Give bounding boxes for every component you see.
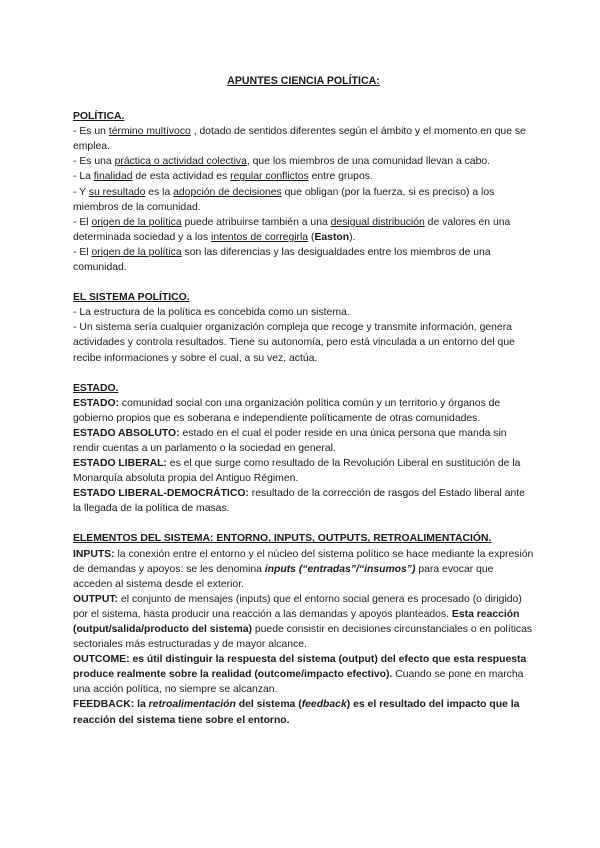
section-elementos — [73, 531, 534, 727]
paragraph: - Es una práctica o actividad colectiva, que los miembros de una comunidad llevan a cabo. — [73, 156, 491, 168]
section-heading: ELEMENTOS DEL SISTEMA: ENTORNO, INPUTS, OUTPUTS, RETROALIMENTACIÓN. — [73, 533, 492, 545]
section-estado — [73, 381, 534, 517]
paragraph: - El origen de la política puede atribuirse también a una desigual distribución de valores en una determinada sociedad y a los intentos de corregirla (Easton). — [73, 216, 511, 243]
definition: ESTADO ABSOLUTO: estado en el cual el poder reside en una única persona que manda sin rendir cuentas a un parlamento o la sociedad en general. — [73, 427, 507, 454]
definition: OUTPUT: el conjunto de mensajes (inputs) que el entorno social genera es procesado (o dirigido) por el sistema, hasta producir una reacción a las demandas y apoyos planteados. Esta reacción (output/salida/producto del sistema) puede consistir en decisiones circunstanciales o en políticas sectoriales más estructuradas y de mayor alcance. — [73, 593, 533, 651]
section-politica — [73, 109, 534, 275]
definition: FEEDBACK: la retroalimentación del sistema (feedback) es el resultado del impacto que la reacción del sistema tiene sobre el entorno. — [73, 699, 520, 726]
paragraph: - El origen de la política son las diferencias y las desigualdades entre los miembros de una comunidad. — [73, 246, 491, 274]
paragraph: - Es un término multívoco , dotado de sentidos diferentes según el ámbito y el momento en que se emplea. — [73, 126, 526, 153]
definition: ESTADO: comunidad social con una organización política común y un territorio y órganos de gobierno propios que es soberana e independiente políticamente de otras comunidades. — [73, 397, 501, 424]
paragraph: - Y su resultado es la adopción de decisiones que obligan (por la fuerza, si es preciso) a los miembros de la comunidad. — [73, 186, 495, 213]
section-heading: EL SISTEMA POLÍTICO. — [73, 292, 190, 304]
paragraph: - La estructura de la política es concebida como un sistema. — [73, 307, 350, 319]
document-title: APUNTES CIENCIA POLÍTICA: — [227, 75, 380, 87]
definition: ESTADO LIBERAL: es el que surge como resultado de la Revolución Liberal en sustitución de la Monarquía absoluta propia del Antiguo Régimen. — [73, 458, 521, 485]
paragraph: - Un sistema sería cualquier organización compleja que recoge y transmite información, genera actividades y controla resultados. Tiene su autonomía, pero está vinculada a un entorno del que recibe informaciones y sobre el cual, a su vez, actúa. — [73, 322, 515, 364]
section-heading: ESTADO. — [73, 382, 119, 394]
definition: OUTCOME: es útil distinguir la respuesta del sistema (output) del efecto que esta respuesta produce realmente sobre la realidad (outcome/impacto efectivo). Cuando se pone en marcha una acción política, no siempre se alcanzan. — [73, 654, 527, 696]
section-sistema — [73, 290, 534, 365]
definition: ESTADO LIBERAL-DEMOCRÁTICO: resultado de la corrección de rasgos del Estado liberal ante la llegada de la política de masas. — [73, 488, 525, 515]
section-heading: POLÍTICA. — [73, 111, 125, 123]
paragraph: - La finalidad de esta actividad es regular conflictos entre grupos. — [73, 171, 373, 183]
definition: INPUTS: la conexión entre el entorno y el núcleo del sistema político se hace mediante la expresión de demandas y apoyos: se les denomina inputs (“entradas”/“insumos”) para evocar que acceden al sistema desde el exterior. — [73, 548, 534, 590]
